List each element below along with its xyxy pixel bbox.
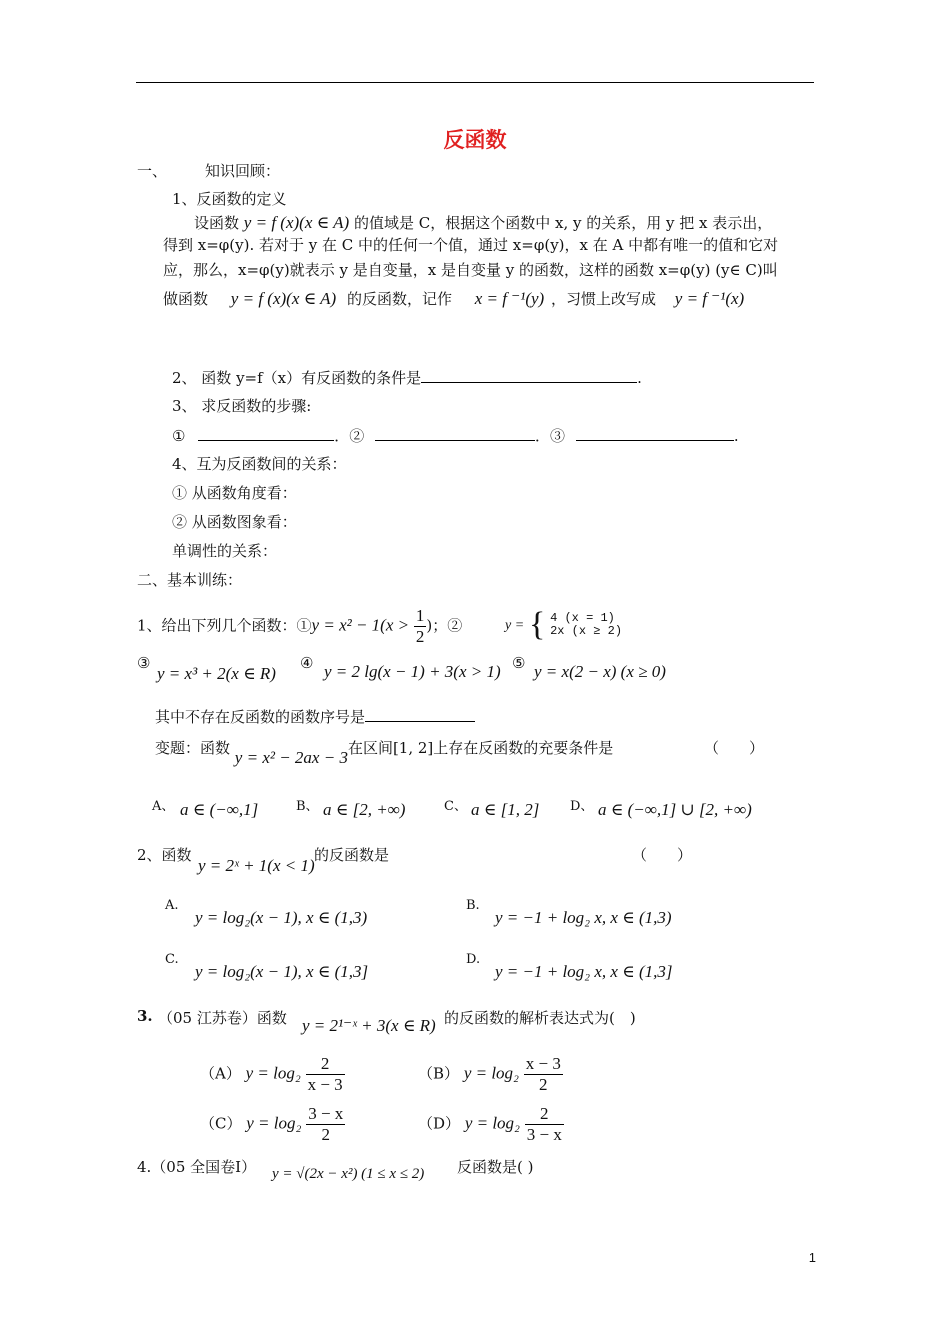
- piece-top: 4 (x = 1): [550, 611, 615, 625]
- def-text: ，习惯上改写成: [550, 290, 656, 308]
- step-2-marker: ．②: [334, 427, 365, 445]
- variant-answer-paren: （ ）: [704, 739, 765, 757]
- q2-option-a[interactable]: y = log₂(x − 1), x ∈ (1,3): [195, 908, 368, 927]
- section1-number: 一、: [137, 162, 168, 180]
- q2-option-a-label: A.: [165, 898, 179, 913]
- page-title: 反函数: [443, 128, 507, 152]
- inverse-notation-y: x = f ⁻¹(y): [474, 289, 545, 308]
- step-3-marker: ．③: [535, 427, 566, 445]
- q3-formula: y = 2¹⁻ˣ + 3(x ∈ R): [302, 1016, 436, 1035]
- option-label: （A）: [200, 1064, 241, 1083]
- frac-num: 2: [525, 1104, 564, 1125]
- option-fraction: [524, 1054, 563, 1095]
- steps-heading: 3、 求反函数的步骤:: [172, 397, 312, 415]
- answer-blank[interactable]: [421, 368, 637, 383]
- q1-func-5-marker: ⑤: [512, 654, 526, 672]
- q1-func-3-marker: ③: [137, 654, 151, 672]
- q3-option-a[interactable]: [200, 1054, 345, 1095]
- def-text: 做函数: [163, 290, 209, 308]
- q1-prefix: 1、给出下列几个函数：①: [137, 616, 312, 635]
- q1-func-3: y = x³ + 2(x ∈ R): [157, 664, 276, 683]
- frac-den: 2: [415, 627, 425, 646]
- relation-heading: 4、互为反函数间的关系：: [172, 455, 347, 473]
- option-log: y = log₂: [463, 1063, 519, 1083]
- variant-option-c-label: C、: [444, 799, 467, 814]
- variant-text: 在区间[1, 2]上存在反函数的充要条件是: [347, 739, 614, 757]
- q1-func-1: y = x² − 1(x >: [311, 615, 410, 635]
- header-rule: [136, 82, 814, 83]
- variant-option-b[interactable]: a ∈ [2, +∞): [323, 800, 406, 819]
- option-label: （C）: [200, 1114, 242, 1133]
- q3-option-c[interactable]: [200, 1104, 345, 1145]
- option-label: （D）: [418, 1114, 461, 1133]
- option-log: y = log₂: [464, 1113, 520, 1133]
- definition-line-4: [163, 288, 744, 309]
- frac-den: 2: [321, 1125, 330, 1144]
- frac-num: 3 − x: [308, 1104, 344, 1123]
- q1-func-4: y = 2 lg(x − 1) + 3(x > 1): [324, 662, 501, 681]
- relation-monotonic: 单调性的关系：: [172, 542, 278, 560]
- q3-text-b: 的反函数的解析表达式为( ): [444, 1009, 636, 1027]
- definition-line-1: [194, 212, 772, 233]
- def-text: 设函数: [194, 214, 240, 232]
- q2-option-d[interactable]: y = −1 + log₂ x, x ∈ (1,3]: [495, 962, 673, 981]
- q1-func-4-marker: ④: [300, 654, 314, 672]
- q1-func-5: y = x(2 − x) (x ≥ 0): [534, 662, 666, 681]
- relation-graph-view: ② 从函数图象看：: [172, 513, 297, 531]
- frac-num: 1: [415, 606, 425, 625]
- q1-sep: )；②: [426, 616, 463, 635]
- definition-heading: 1、反函数的定义: [172, 190, 287, 208]
- condition-text: 2、 函数 y=f（x）有反函数的条件是: [172, 369, 422, 387]
- variant-option-a[interactable]: a ∈ (−∞,1]: [180, 800, 259, 819]
- section1-label: 知识回顾：: [205, 162, 281, 180]
- definition-line-3: 应，那么，x=φ(y)就表示 y 是自变量，x 是自变量 y 的函数，这样的函数 x=φ(y) (y∈ C)叫: [163, 261, 778, 279]
- q3-number: 3.: [137, 1007, 153, 1025]
- q3-text-a: （05 江苏卷）函数: [158, 1009, 287, 1027]
- step-2-blank[interactable]: [375, 426, 535, 441]
- q2-option-c[interactable]: y = log₂(x − 1), x ∈ (1,3]: [195, 962, 369, 981]
- inverse-notation-x: y = f ⁻¹(x): [674, 289, 745, 308]
- step-1-blank[interactable]: [198, 426, 334, 441]
- q4-text-b: 反函数是( ): [457, 1158, 534, 1176]
- variant-text: 变题：函数: [155, 739, 231, 757]
- q1-ask-text: 其中不存在反函数的函数序号是: [155, 708, 366, 726]
- relation-function-view: ① 从函数角度看：: [172, 484, 297, 502]
- page-number: 1: [808, 1250, 816, 1265]
- q1-ask: [155, 706, 475, 727]
- variant-option-a-label: A、: [152, 799, 175, 814]
- q1-fraction: [414, 606, 427, 647]
- q2-answer-paren: （ ）: [632, 846, 693, 864]
- steps-blanks: ① ．② ．③ .: [172, 427, 739, 445]
- def-formula: y = f (x)(x ∈ A): [243, 213, 350, 232]
- q1-answer-blank[interactable]: [365, 707, 475, 722]
- option-fraction: [306, 1104, 345, 1145]
- variant-option-b-label: B、: [296, 799, 319, 814]
- q2-option-c-label: C.: [165, 952, 179, 967]
- option-fraction: [306, 1054, 345, 1095]
- q4-text-a: 4.（05 全国卷Ⅰ）: [137, 1158, 257, 1176]
- option-log: y = log₂: [245, 1063, 301, 1083]
- def-formula: y = f (x)(x ∈ A): [230, 289, 337, 308]
- q2-option-b-label: B.: [466, 898, 480, 913]
- step-3-blank[interactable]: [576, 426, 734, 441]
- q2-formula: y = 2ˣ + 1(x < 1): [198, 856, 315, 875]
- variant-option-d[interactable]: a ∈ (−∞,1] ∪ [2, +∞): [598, 800, 752, 819]
- variant-option-c[interactable]: a ∈ [1, 2]: [471, 800, 540, 819]
- q2-text-a: 2、函数: [137, 846, 192, 864]
- variant-option-d-label: D、: [570, 799, 594, 814]
- definition-line-2: 得到 x=φ(y). 若对于 y 在 C 中的任何一个值，通过 x=φ(y)，x 在 A 中都有唯一的值和它对: [163, 236, 779, 254]
- def-text: 的反函数，记作: [346, 290, 452, 308]
- step-1-marker: ①: [172, 427, 186, 445]
- frac-den: 2: [539, 1075, 548, 1094]
- frac-den: x − 3: [307, 1075, 343, 1094]
- q1-func-2: y = { 4 (x = 1) 2x (x ≥ 2): [505, 606, 623, 643]
- variant-formula: y = x² − 2ax − 3: [234, 748, 348, 767]
- q2-text-b: 的反函数是: [314, 846, 390, 864]
- q2-option-b[interactable]: y = −1 + log₂ x, x ∈ (1,3): [495, 908, 672, 927]
- condition-question: 2、 函数 y=f（x）有反函数的条件是 .: [172, 369, 642, 387]
- q3-option-b[interactable]: [418, 1054, 563, 1095]
- q4-formula: y = √(2x − x²) (1 ≤ x ≤ 2): [272, 1166, 425, 1182]
- q2-option-d-label: D.: [466, 952, 481, 967]
- def-text: 的值域是 C，根据这个函数中 x, y 的关系，用 y 把 x 表示出，: [353, 214, 773, 232]
- option-fraction: [525, 1104, 564, 1145]
- frac-den: 3 − x: [526, 1125, 562, 1144]
- frac-num: x − 3: [525, 1054, 561, 1073]
- variant-question: [155, 737, 614, 767]
- option-label: （B）: [418, 1064, 460, 1083]
- frac-num: 2: [306, 1054, 345, 1075]
- piece-bottom: 2x (x ≥ 2): [550, 624, 623, 638]
- section2-heading: 二、基本训练：: [137, 571, 243, 589]
- q3-option-d[interactable]: [418, 1104, 564, 1145]
- q1-line-1: [137, 606, 462, 647]
- option-log: y = log₂: [246, 1113, 302, 1133]
